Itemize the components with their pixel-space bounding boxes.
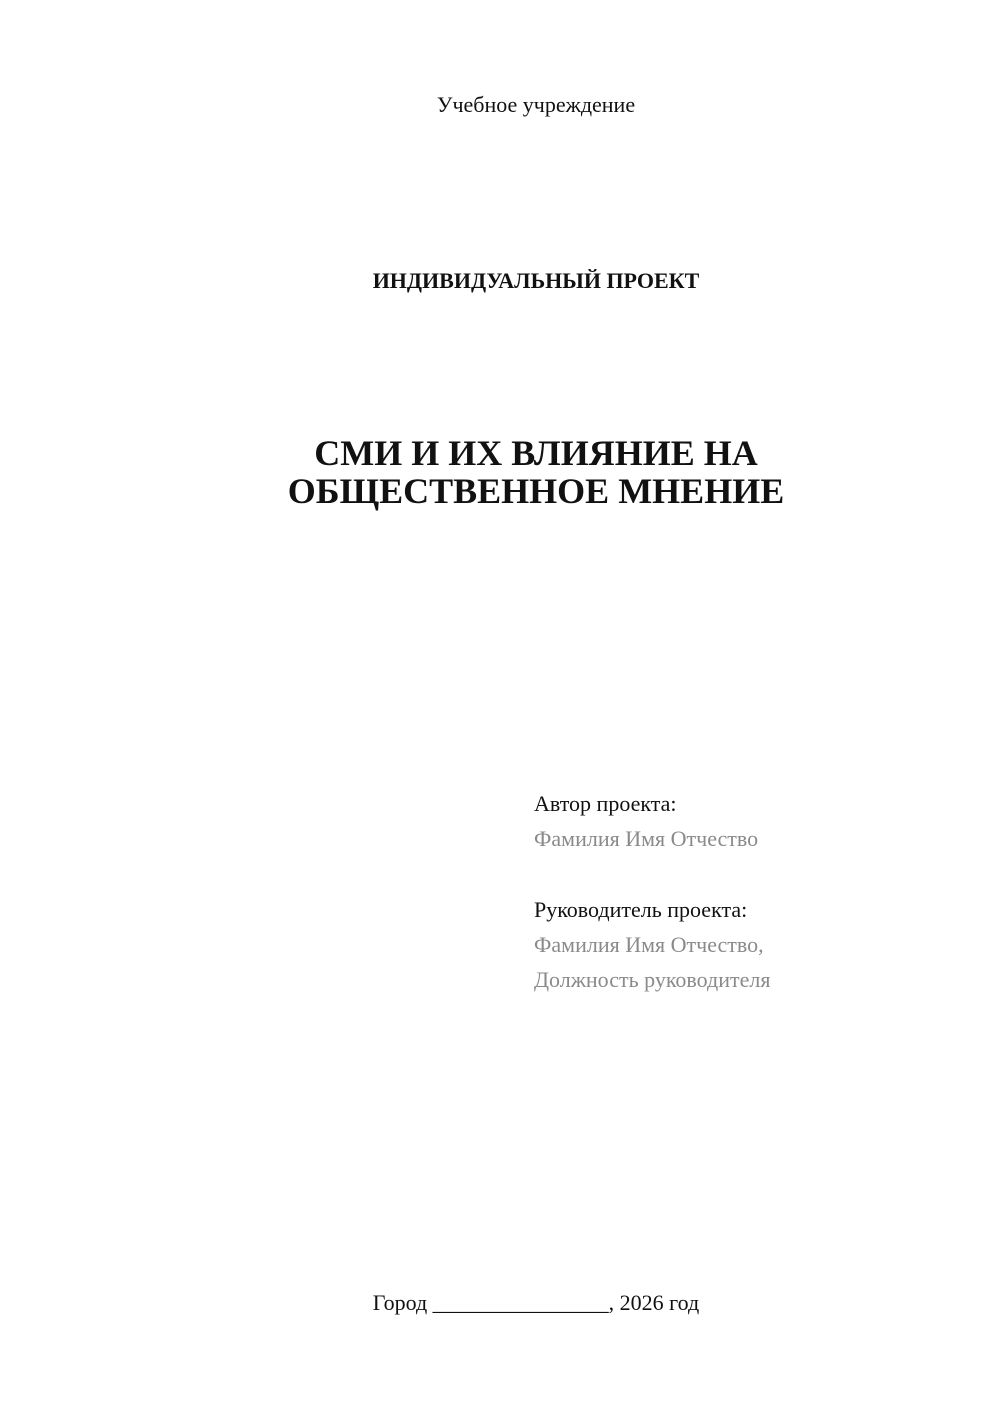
credits-block bbox=[534, 786, 770, 997]
supervisor-label: Руководитель проекта: bbox=[534, 897, 748, 922]
author-label: Автор проекта: bbox=[534, 791, 677, 816]
supervisor-position: Должность руководителя bbox=[534, 967, 771, 992]
project-title bbox=[0, 434, 1000, 510]
year-text: , 2026 год bbox=[608, 1290, 700, 1315]
project-title-line-1: СМИ И ИХ ВЛИЯНИЕ НА bbox=[314, 433, 758, 473]
project-title-line-2: ОБЩЕСТВЕННОЕ МНЕНИЕ bbox=[287, 471, 785, 511]
document-type: ИНДИВИДУАЛЬНЫЙ ПРОЕКТ bbox=[372, 268, 700, 293]
city-blank: ________________ bbox=[432, 1290, 609, 1315]
supervisor-name: Фамилия Имя Отчество, bbox=[534, 932, 764, 957]
author-name: Фамилия Имя Отчество bbox=[534, 826, 759, 851]
city-year-line bbox=[0, 1288, 1000, 1318]
institution-name: Учебное учреждение bbox=[436, 92, 636, 117]
city-label: Город bbox=[372, 1290, 428, 1315]
credits-spacer bbox=[534, 856, 770, 892]
